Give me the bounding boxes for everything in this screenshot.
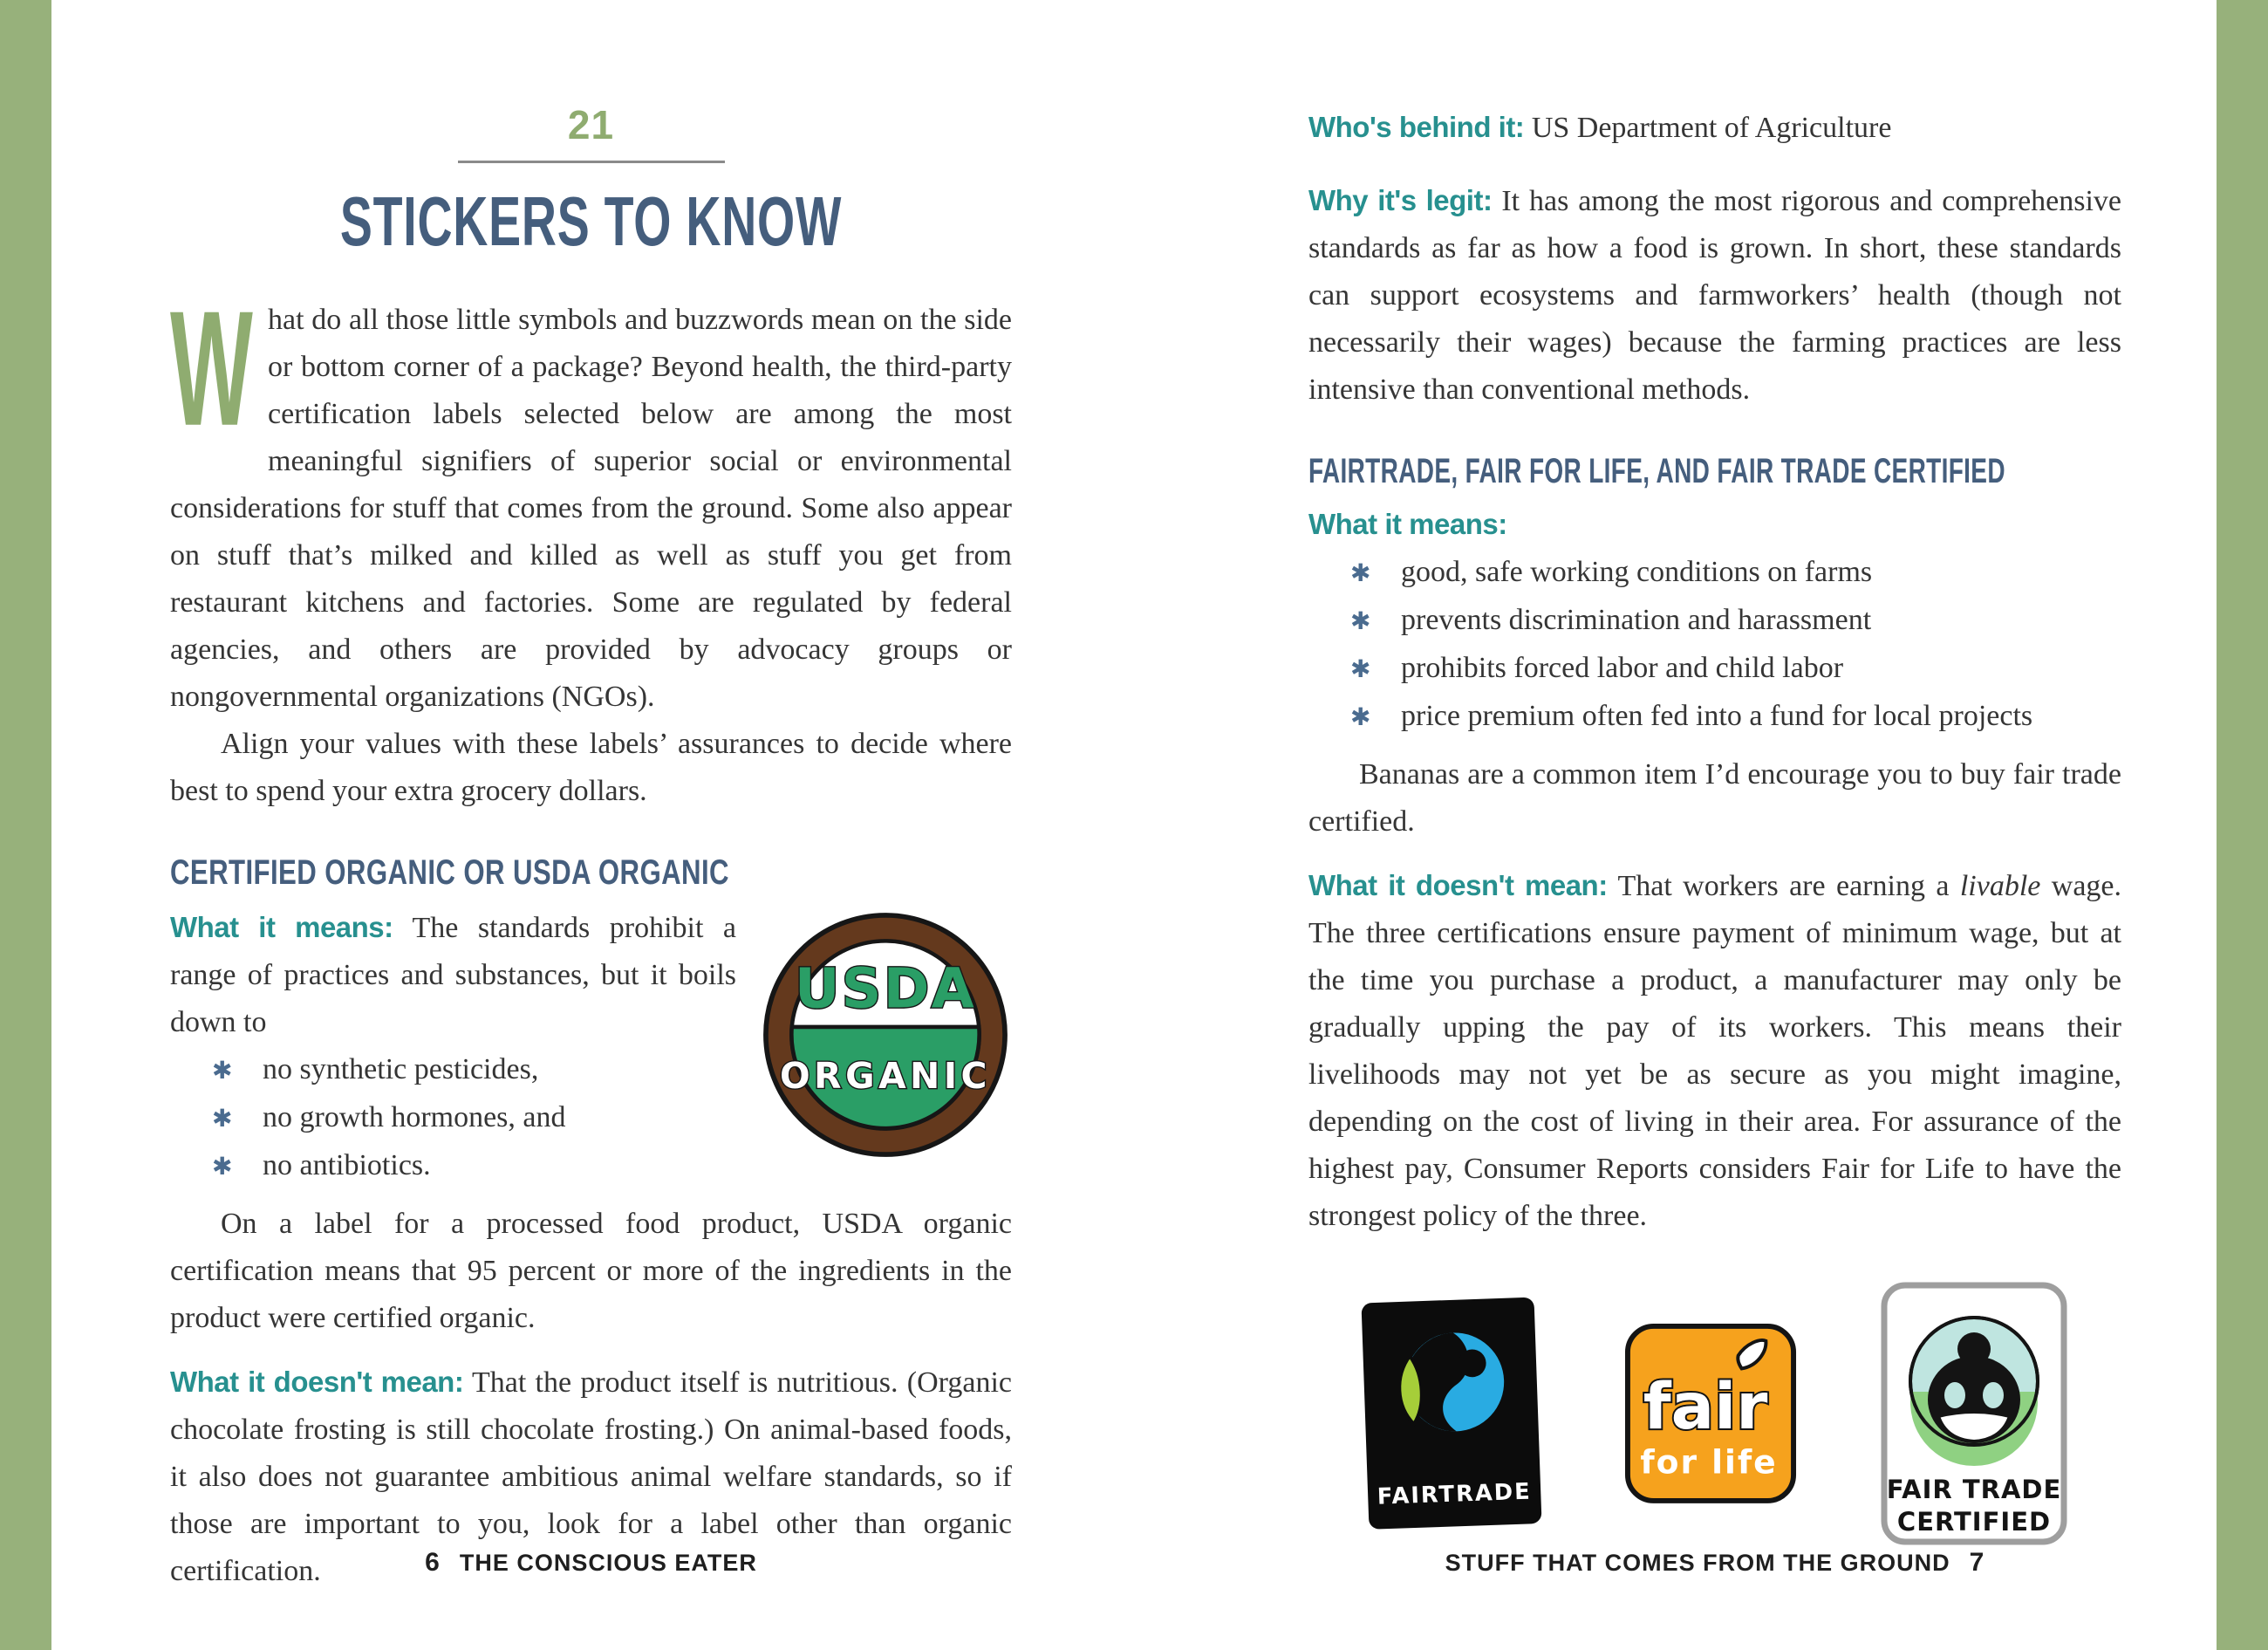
list-item bbox=[170, 1142, 736, 1190]
ftc-figure-right-arm-gap bbox=[1983, 1382, 2004, 1408]
list-item bbox=[1308, 645, 2121, 693]
fairtrade-means-bullet-list bbox=[1308, 549, 2121, 741]
page-title bbox=[170, 181, 1012, 261]
section-heading-text: CERTIFIED ORGANIC OR USDA ORGANIC bbox=[170, 853, 729, 892]
section-heading-fairtrade bbox=[1308, 452, 2121, 491]
right-edge-bar bbox=[2217, 0, 2268, 1650]
list-item bbox=[1308, 597, 2121, 645]
chapter-rule bbox=[458, 161, 725, 163]
what-it-means-label: What it means: bbox=[1308, 508, 1507, 540]
list-item-text: no growth hormones, and bbox=[263, 1101, 566, 1133]
usda-processed-food-paragraph: On a label for a processed food product, USDA organic certification means that 95 percent or more of the ingredients in the product were certified organic. bbox=[170, 1208, 1012, 1334]
fair-for-life-word-fair: fair bbox=[1643, 1369, 1768, 1444]
section-heading-text: FAIRTRADE, FAIR FOR LIFE, AND FAIR TRADE CERTIFIED bbox=[1308, 452, 2005, 490]
whos-behind-it-text: US Department of Agriculture bbox=[1531, 112, 1892, 144]
chapter-number: 21 bbox=[567, 102, 615, 147]
page-number: 6 bbox=[425, 1548, 441, 1577]
why-its-legit-paragraph bbox=[1308, 178, 2121, 414]
list-item bbox=[170, 1094, 736, 1142]
list-item bbox=[170, 1046, 736, 1094]
asterisk-bullet-icon: ✱ bbox=[1350, 654, 1371, 683]
asterisk-bullet-icon: ✱ bbox=[1350, 702, 1371, 731]
whos-behind-it-label: Who's behind it: bbox=[1308, 111, 1525, 143]
what-it-doesnt-mean-label: What it doesn't mean: bbox=[170, 1366, 464, 1398]
ftc-figure-left-arm-gap bbox=[1944, 1382, 1965, 1408]
usda-logo-word-usda: USDA bbox=[795, 955, 976, 1021]
list-item-text: price premium often fed into a fund for local projects bbox=[1401, 700, 2033, 732]
what-it-doesnt-mean-label: What it doesn't mean: bbox=[1308, 869, 1608, 901]
fair-for-life-logo bbox=[1622, 1321, 1799, 1506]
fairtrade-logo bbox=[1356, 1293, 1546, 1535]
left-page-footer bbox=[170, 1548, 1012, 1578]
drop-cap: W bbox=[170, 276, 253, 460]
list-item bbox=[1308, 549, 2121, 597]
whos-behind-it-paragraph bbox=[1308, 105, 2121, 152]
list-item bbox=[1308, 693, 2121, 741]
doesnt-mean-text-italic: livable bbox=[1959, 870, 2041, 902]
usda-logo-word-organic: ORGANIC bbox=[780, 1055, 991, 1098]
asterisk-bullet-icon: ✱ bbox=[212, 1104, 233, 1133]
usda-organic-logo-graphic bbox=[759, 908, 1012, 1161]
page-number: 7 bbox=[1969, 1548, 1985, 1577]
intro-text: hat do all those little symbols and buzzwords mean on the side or bottom corner of a package? Beyond health, the third-party certification labels selected below are among the most meaningful signifiers of superior social or environmental considerations for stuff that comes from the ground. Some also appear on stuff that’s milked and killed as well as stuff you get from restaurant kitchens and factories. Some are regulated by federal agencies, and others are provided by advocacy groups or nongovernmental organizations (NGOs). bbox=[170, 304, 1012, 713]
fairtrade-logo-graphic bbox=[1356, 1293, 1546, 1535]
asterisk-bullet-icon: ✱ bbox=[1350, 558, 1371, 587]
certification-logos-row bbox=[1308, 1280, 2121, 1547]
fairtrade-wordmark: FAIRTRADE bbox=[1377, 1478, 1533, 1511]
intro-paragraph bbox=[170, 276, 1012, 721]
list-item-text: prohibits forced labor and child labor bbox=[1401, 652, 1844, 684]
asterisk-bullet-icon: ✱ bbox=[212, 1056, 233, 1085]
list-item-text: no synthetic pesticides, bbox=[263, 1053, 539, 1085]
page-left bbox=[170, 0, 1012, 1650]
list-item-text: prevents discrimination and harassment bbox=[1401, 604, 1872, 636]
what-it-means-text: The standards prohibit a range of practices and substances, but it boils down to bbox=[170, 912, 736, 1038]
right-page-footer bbox=[1308, 1548, 2121, 1578]
fairtrade-means-label-line bbox=[1308, 502, 2121, 549]
page-title-text: STICKERS TO KNOW bbox=[339, 181, 843, 261]
fair-trade-certified-logo-graphic bbox=[1879, 1280, 2069, 1547]
doesnt-mean-text-pre: That workers are earning a bbox=[1617, 870, 1950, 902]
what-it-doesnt-mean-text: That the product itself is nutritious. (Organic chocolate frosting is still chocolate frosting.) On animal-based foods, it also does not guarantee ambitious animal welfare standards, so if those are important to you, look for a label other than organic certification. bbox=[170, 1366, 1012, 1587]
ftc-wordmark-line2: CERTIFIED bbox=[1896, 1507, 2052, 1537]
intro-paragraph-2: Align your values with these labels’ assurances to decide where best to spend your extra grocery dollars. bbox=[170, 728, 1012, 807]
running-title: STUFF THAT COMES FROM THE GROUND bbox=[1445, 1550, 1950, 1576]
section-heading-certified-organic bbox=[170, 853, 1012, 893]
asterisk-bullet-icon: ✱ bbox=[212, 1152, 233, 1181]
usda-organic-logo bbox=[759, 908, 1012, 1161]
list-item-text: no antibiotics. bbox=[263, 1149, 431, 1181]
fair-for-life-word-for-life: for life bbox=[1640, 1442, 1778, 1482]
fair-trade-certified-logo bbox=[1879, 1280, 2069, 1547]
left-edge-bar bbox=[0, 0, 51, 1650]
doesnt-mean-text-post: wage. The three certifications ensure payment of minimum wage, but at the time you purchase a product, a manufacturer may only be gradually upping the pay of its workers. This means their livelihoods may not yet be as secure as you might imagine, depending on the cost of living in their area. For assurance of the highest pay, Consumer Reports considers Fair for Life to have the strongest policy of the three. bbox=[1308, 870, 2122, 1232]
asterisk-bullet-icon: ✱ bbox=[1350, 606, 1371, 635]
ftc-wordmark-line1: FAIR TRADE bbox=[1886, 1475, 2062, 1504]
page-right bbox=[1308, 0, 2121, 1650]
list-item-text: good, safe working conditions on farms bbox=[1401, 556, 1873, 588]
why-its-legit-text: It has among the most rigorous and comprehensive standards as far as how a food is grown. In short, these standards can support ecosystems and farmworkers’ health (though not necessarily their wages) because the farming practices are less intensive than conventional methods. bbox=[1308, 185, 2122, 406]
why-its-legit-label: Why it's legit: bbox=[1308, 184, 1493, 216]
fairtrade-doesnt-mean-paragraph bbox=[1308, 863, 2121, 1240]
usda-means-block bbox=[170, 905, 1012, 1190]
fair-for-life-logo-graphic bbox=[1622, 1321, 1799, 1506]
running-title: THE CONSCIOUS EATER bbox=[459, 1550, 757, 1576]
what-it-means-label: What it means: bbox=[170, 911, 393, 943]
bananas-paragraph: Bananas are a common item I’d encourage you to buy fair trade certified. bbox=[1308, 758, 2121, 838]
